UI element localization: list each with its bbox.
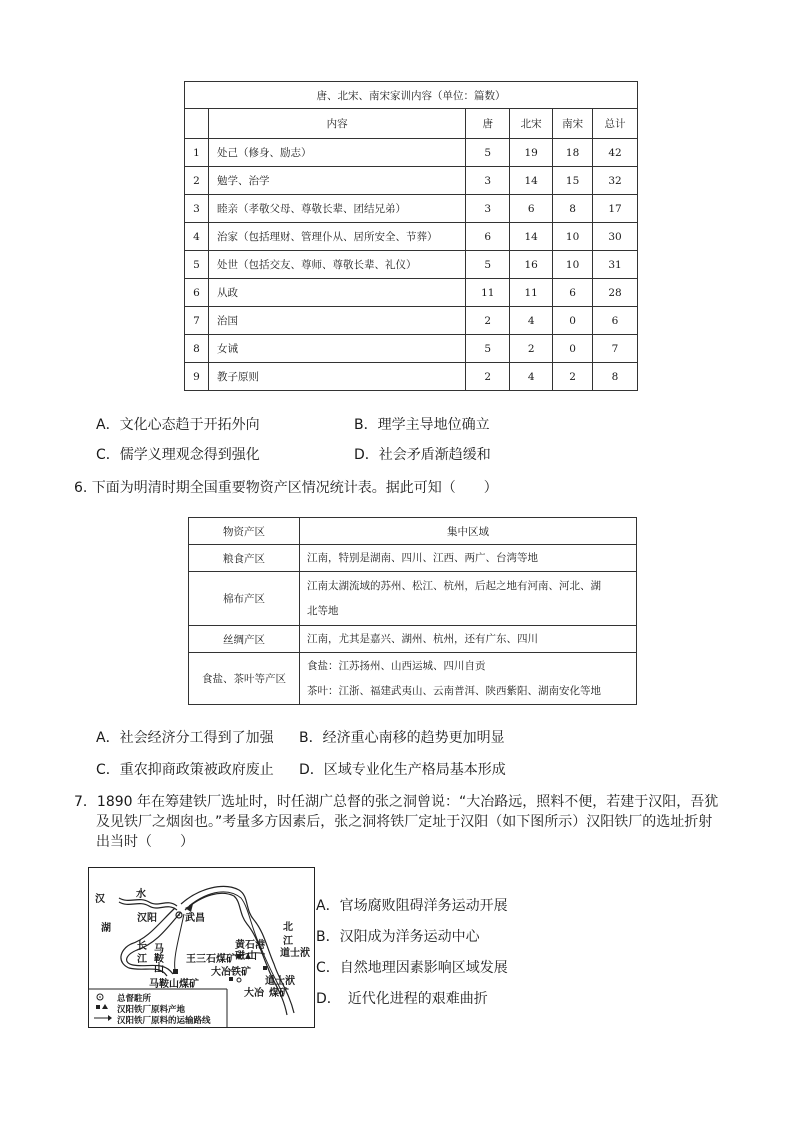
table-cell: 处世（包括交友、尊师、尊敬长辈、礼仪） [208, 251, 465, 279]
table-cell: 9 [185, 363, 209, 391]
q5-option-c[interactable]: C．儒学义理观念得到强化 [96, 447, 260, 463]
map-label: 王三石煤矿 [186, 954, 236, 965]
table-cell: 14 [510, 223, 553, 251]
table-row [185, 279, 638, 307]
map-label: 汉 [95, 894, 105, 905]
table-header: 内容 [208, 109, 465, 139]
table-cell: 42 [593, 139, 638, 167]
table-cell: 17 [593, 195, 638, 223]
table-cell: 6 [185, 279, 209, 307]
table-cell: 食盐、茶叶等产区 [189, 653, 300, 705]
table-cell: 10 [553, 223, 593, 251]
table-cell: 28 [593, 279, 638, 307]
table-cell: 4 [510, 307, 553, 335]
table-cell: 2 [553, 363, 593, 391]
table-cell: 7 [593, 335, 638, 363]
table-cell: 教子原则 [208, 363, 465, 391]
table-cell: 31 [593, 251, 638, 279]
cell-line: 江南，尤其是嘉兴、湖州、杭州，还有广东、四川 [307, 632, 538, 645]
table-cell: 6 [466, 223, 510, 251]
table-cell: 30 [593, 223, 638, 251]
daoshifu-mine-icon [263, 966, 267, 970]
table-cell: 5 [466, 139, 510, 167]
table-header: 集中区域 [300, 518, 637, 545]
table-cell: 治家（包括理财、管理仆从、居所安全、节葬） [208, 223, 465, 251]
q7-option-d[interactable]: D． 近代化进程的艰难曲折 [316, 991, 488, 1007]
cell-line: 北等地 [307, 604, 339, 617]
q7-stem-line-2: 及见铁厂之烟囱也。”考量多方因素后，张之洞将铁厂定址于汉阳（如下图所示）汉阳铁厂的选址折射 [96, 814, 713, 830]
legend-office-dot [99, 996, 101, 998]
map-label: 山 [247, 951, 257, 962]
table-row [185, 251, 638, 279]
table-cell: 5 [466, 335, 510, 363]
table-cell: 16 [510, 251, 553, 279]
cell-line: 江南太湖流域的苏州、松江、杭州，后起之地有河南、河北、湖 [307, 579, 601, 592]
q7-option-a[interactable]: A．官场腐败阻碍洋务运动开展 [316, 898, 508, 914]
table-cell: 3 [185, 195, 209, 223]
table-cell: 2 [466, 363, 510, 391]
table-cell: 4 [510, 363, 553, 391]
map-label: 江 [137, 954, 147, 965]
table-cell: 8 [185, 335, 209, 363]
table-cell [300, 545, 637, 572]
table-cell: 粮食产区 [189, 545, 300, 572]
cell-line: 茶叶：江浙、福建武夷山、云南普洱、陕西紫阳、湖南安化等地 [307, 684, 601, 697]
map-label: 长 [137, 941, 147, 952]
table-cell: 6 [553, 279, 593, 307]
table-cell: 11 [466, 279, 510, 307]
map-label: 马 [154, 944, 164, 955]
legend-square-icon [96, 1005, 100, 1009]
table-cell: 从政 [208, 279, 465, 307]
table-header [185, 109, 209, 139]
table-row [185, 307, 638, 335]
maanshan-mine-icon [173, 969, 178, 974]
table-cell: 11 [510, 279, 553, 307]
table-cell: 女诫 [208, 335, 465, 363]
table-cell: 6 [510, 195, 553, 223]
table-row [185, 363, 638, 391]
table-cell [300, 653, 637, 705]
legend-triangle-icon [102, 1004, 108, 1009]
table-cell: 2 [510, 335, 553, 363]
table-cell: 3 [466, 167, 510, 195]
legend-label: 汉阳铁厂原料的运输路线 [117, 1016, 211, 1026]
map-label: 湖 [101, 923, 111, 934]
table-row [185, 335, 638, 363]
map-label: 道士洑 [280, 948, 310, 959]
legend-label: 汉阳铁厂原料产地 [117, 1005, 186, 1015]
map-label: 大冶 [244, 988, 264, 999]
map-label: 汉阳 [137, 913, 157, 924]
table-cell: 0 [553, 307, 593, 335]
table-header: 物资产区 [189, 518, 300, 545]
q7-stem-line-1: 7．1890 年在筹建铁厂选址时，时任湖广总督的张之洞曾说：“大冶路远，照料不便，若建于汉阳，吾犹 [74, 794, 719, 810]
table-cell: 19 [510, 139, 553, 167]
transport-route [175, 914, 184, 970]
cell-line: 江南，特别是湖南、四川、江西、两广、台湾等地 [307, 551, 538, 564]
table-cell: 10 [553, 251, 593, 279]
table-cell: 15 [553, 167, 593, 195]
q6-option-b[interactable]: B．经济重心南移的趋势更加明显 [299, 730, 505, 746]
table-header: 总计 [593, 109, 638, 139]
q6-option-c[interactable]: C．重农抑商政策被政府废止 [96, 762, 274, 778]
table-cell: 4 [185, 223, 209, 251]
cell-line: 食盐：江苏扬州、山西运城、四川自贡 [307, 659, 486, 672]
table-cell: 5 [466, 251, 510, 279]
table-row [185, 139, 638, 167]
table-cell [300, 626, 637, 653]
legend-arrow-icon [108, 1015, 112, 1021]
q5-option-b[interactable]: B．理学主导地位确立 [354, 417, 490, 433]
table-cell: 2 [466, 307, 510, 335]
map-label: 煤矿 [269, 988, 289, 999]
q5-option-a[interactable]: A．文化心态趋于开拓外向 [96, 417, 260, 433]
table-cell: 2 [185, 167, 209, 195]
q6-option-d[interactable]: D．区域专业化生产格局基本形成 [299, 762, 506, 778]
table-cell: 处己（修身、励志） [208, 139, 465, 167]
wuchang-marker-dot [178, 914, 180, 916]
q7-option-c[interactable]: C．自然地理因素影响区域发展 [316, 960, 508, 976]
hanyang-map [88, 867, 315, 1028]
map-label: 山 [154, 964, 164, 975]
map-label: 水 [136, 889, 146, 900]
table-cell: 勉学、治学 [208, 167, 465, 195]
table-header: 北宋 [510, 109, 553, 139]
q7-option-b[interactable]: B．汉阳成为洋务运动中心 [316, 929, 480, 945]
table-cell: 丝绸产区 [189, 626, 300, 653]
map-label: 鞍 [154, 954, 164, 965]
table-cell: 1 [185, 139, 209, 167]
table-row [189, 653, 637, 705]
q6-option-a[interactable]: A．社会经济分工得到了加强 [96, 730, 274, 746]
table-cell: 6 [593, 307, 638, 335]
table-cell: 睦亲（孝敬父母、尊敬长辈、团结兄弟） [208, 195, 465, 223]
map-label: 北 [283, 922, 293, 933]
table-cell: 3 [466, 195, 510, 223]
table-cell: 14 [510, 167, 553, 195]
table-cell: 0 [553, 335, 593, 363]
table-row [189, 572, 637, 626]
table-header: 南宋 [553, 109, 593, 139]
table-cell: 治国 [208, 307, 465, 335]
table-cell: 棉布产区 [189, 572, 300, 626]
table-title: 唐、北宋、南宋家训内容（单位：篇数） [185, 82, 638, 109]
table-cell: 18 [553, 139, 593, 167]
table-cell: 32 [593, 167, 638, 195]
table-header: 唐 [466, 109, 510, 139]
table-row [185, 167, 638, 195]
map-label: 大冶铁矿 [211, 967, 251, 978]
q5-option-d[interactable]: D．社会矛盾渐趋缓和 [354, 447, 491, 463]
map-label: 江 [283, 936, 293, 947]
table-row [185, 223, 638, 251]
q7-stem-line-3: 出当时（ ） [96, 834, 194, 850]
table-cell: 5 [185, 251, 209, 279]
map-label: 磁 [235, 951, 245, 962]
table-cell: 8 [593, 363, 638, 391]
table-row [189, 545, 637, 572]
table-cell [300, 572, 637, 626]
table-cell: 7 [185, 307, 209, 335]
table-row [185, 195, 638, 223]
daye-marker-icon [237, 978, 241, 982]
map-label: 黄石港 [235, 940, 265, 951]
legend-label: 总督駐所 [117, 994, 152, 1004]
family-instructions-table [184, 81, 638, 391]
map-label: 武昌 [185, 913, 205, 924]
production-areas-table [188, 517, 637, 705]
table-row [189, 626, 637, 653]
q6-stem: 6. 下面为明清时期全国重要物资产区情况统计表。据此可知（ ） [74, 480, 498, 496]
map-label: 马鞍山煤矿 [149, 979, 199, 990]
table-cell: 8 [553, 195, 593, 223]
map-label: 道士洑 [265, 976, 295, 987]
